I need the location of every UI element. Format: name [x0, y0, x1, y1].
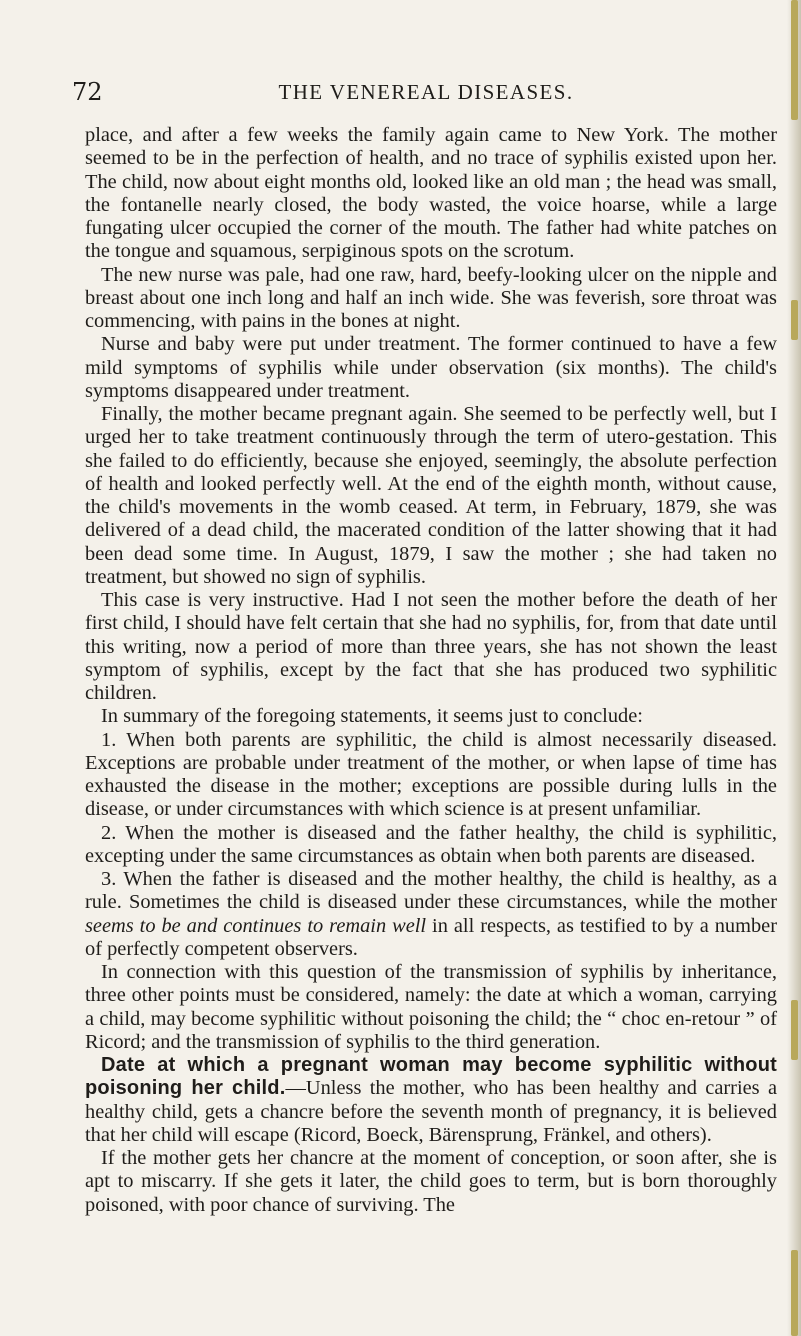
paragraph: place, and after a few weeks the family again came to New York. The mother seemed to be in the perfection of health, and no trace of syphilis existed upon her. The child, now about eight months old, looked like an old man ; the head was small, the fontanelle nearly closed, the body wasted, the voice hoarse, while a large fungating ulcer occupied the corner of the mouth. The father had white patches on the tongue and squamous, serpiginous spots on the scrotum. [85, 124, 777, 263]
paragraph: In summary of the foregoing statements, it seems just to conclude: [101, 705, 643, 728]
emphasis-text: seems to be and continues to remain well [85, 914, 427, 937]
page-edge-mark [791, 1000, 798, 1060]
paragraph-text: in all respects, as testified to by a number of perfectly competent observers. [85, 914, 777, 960]
paragraph [85, 1054, 777, 1147]
paragraph: In connection with this question of the transmission of syphilis by inheritance, three other points must be considered, namely: the date at which a woman, carrying a child, may become syphilitic without poisoning the child; the “ choc en-retour ” of Ricord; and the transmission of syphilis to the third generation. [85, 961, 777, 1053]
paragraph [85, 868, 777, 961]
paragraph: Nurse and baby were put under treatment. The former continued to have a few mild symptoms of syphilis while under observation (six months). The child's symptoms disappeared under treatment. [85, 333, 777, 402]
page-edge-mark [791, 300, 798, 340]
paragraph: 1. When both parents are syphilitic, the child is almost necessarily diseased. Exceptions are probable under treatment of the mother, or when lapse of time has exhausted the disease in the mother; exceptions are possible during lulls in the disease, or under circumstances with which science is at present unfamiliar. [85, 728, 777, 821]
page-edge-mark [791, 1250, 798, 1336]
paragraph: Finally, the mother became pregnant again. She seemed to be perfectly well, but I urged her to take treatment continuously through the term of utero-gestation. This she failed to do efficiently, because she enjoyed, seemingly, the absolute perfection of health and looked perfectly well. At the end of the eighth month, without cause, the child's movements in the womb ceased. At term, in February, 1879, she was delivered of a dead child, the macerated condition of the latter showing that it had been dead some time. In August, 1879, I saw the mother ; she had taken no treatment, but showed no sign of syphilis. [85, 403, 777, 588]
paragraph: The new nurse was pale, had one raw, hard, beefy-looking ulcer on the nipple and breast about one inch long and half an inch wide. She was feverish, sore throat was commencing, with pains in the bones at night. [85, 263, 777, 332]
paragraph-text: —Unless the mother, who has been healthy and carries a healthy child, gets a chancre before the seventh month of pregnancy, it is believed that her child will escape (Ricord, Boeck, Bärensprung, Fränkel, and others). [85, 1077, 777, 1146]
page-header [72, 78, 780, 106]
paragraph: This case is very instructive. Had I not seen the mother before the death of her first child, I should have felt certain that she had no syphilis, for, from that date until this writing, now a period of more than three years, she has not shown the least symptom of syphilis, except by the fact that she has produced two syphilitic children. [85, 589, 777, 704]
paragraph-text: 3. When the father is diseased and the mother healthy, the child is healthy, as a rule. Sometimes the child is diseased under these circumstances, while the mother [85, 868, 777, 914]
paragraph: 2. When the mother is diseased and the father healthy, the child is syphilitic, excepting under the same circumstances as obtain when both parents are diseased. [85, 821, 777, 867]
running-head: THE VENEREAL DISEASES. [278, 80, 574, 104]
page-number: 72 [72, 78, 103, 106]
page-edge-shadow [787, 0, 801, 1336]
section-heading: Date at which a pregnant woman may become syphilitic without poisoning her child. [85, 1054, 777, 1100]
paragraph: If the mother gets her chancre at the moment of conception, or soon after, she is apt to miscarry. If she gets it later, the child goes to term, but is born thoroughly poisoned, with poor chance of surviving. The [85, 1147, 777, 1216]
page-edge-mark [791, 0, 798, 120]
body-text [85, 124, 777, 1217]
